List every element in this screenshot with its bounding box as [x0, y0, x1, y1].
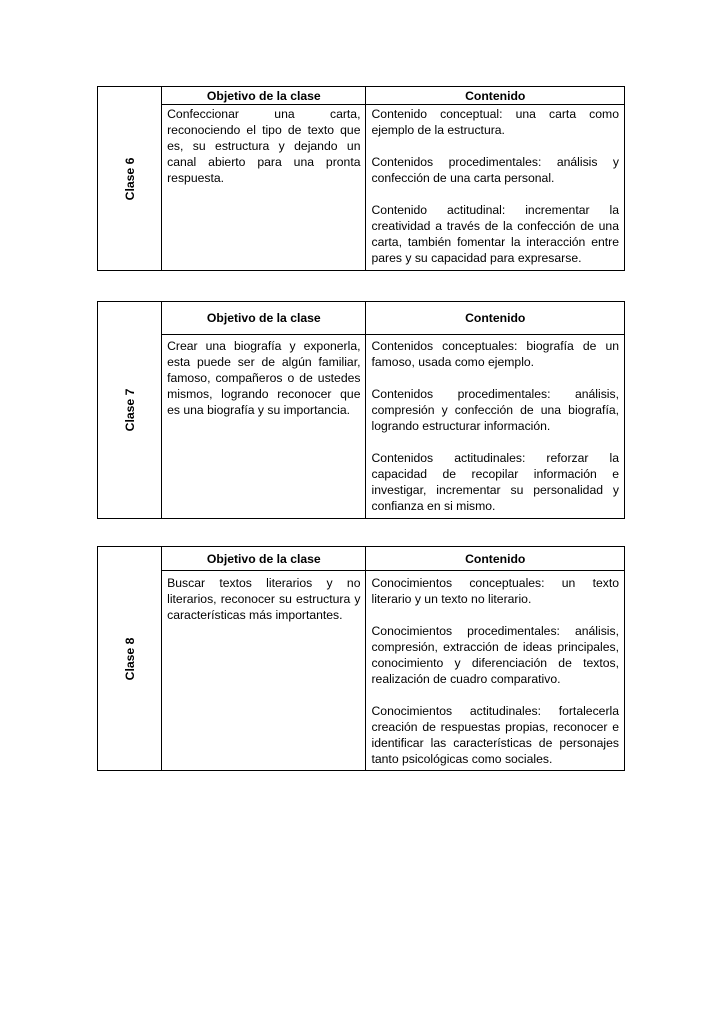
content-header: Contenido — [366, 87, 625, 105]
objective-text: Confeccionar una carta, reconociendo el tipo de texto que es, su estructura y dejando un canal abierto para una pronta respuesta. — [167, 107, 361, 185]
content-header: Contenido — [366, 547, 625, 571]
class-label-cell — [98, 302, 162, 519]
lesson-table-clase-8 — [97, 546, 625, 771]
content-procedimental: Contenidos procedimentales: análisis y confección de una carta personal. — [371, 155, 619, 185]
class-label: Clase 8 — [122, 637, 137, 680]
lesson-table-clase-7 — [97, 301, 625, 519]
content-conceptual: Conocimientos conceptuales: un texto literario y un texto no literario. — [371, 576, 619, 606]
class-label: Clase 7 — [122, 388, 137, 432]
objective-text: Crear una biografía y exponerla, esta puede ser de algún familiar, famoso, compañeros o de ustedes mismos, logrando reconocer que es una biografía y su importancia. — [167, 339, 361, 417]
content-actitudinal: Conocimientos actitudinales: fortalecerla creación de respuestas propias, reconocer e identificar las características de personajes tanto psicológicas como sociales. — [371, 704, 619, 766]
content-actitudinal: Contenidos actitudinales: reforzar la capacidad de recopilar información e investigar, incrementar su personalidad y confianza en si mismo. — [371, 451, 619, 513]
content-procedimental: Contenidos procedimentales: análisis, compresión y confección de una biografía, logrando estructurar información. — [371, 387, 619, 433]
content-conceptual: Contenido conceptual: una carta como ejemplo de la estructura. — [371, 107, 619, 137]
lesson-table-clase-6 — [97, 86, 625, 271]
content-cell — [366, 335, 625, 519]
content-procedimental: Conocimientos procedimentales: análisis, compresión, extracción de ideas principales, conocimiento y diferenciación de textos, realización de cuadro comparativo. — [371, 624, 619, 686]
objective-cell — [162, 571, 366, 771]
objective-cell — [162, 105, 366, 271]
class-label-cell — [98, 547, 162, 771]
objective-header: Objetivo de la clase — [162, 547, 366, 571]
content-header: Contenido — [366, 302, 625, 335]
objective-header: Objetivo de la clase — [162, 302, 366, 335]
content-actitudinal: Contenido actitudinal: incrementar la creatividad a través de la confección de una carta, también fomentar la interacción entre pares y su capacidad para expresarse. — [371, 203, 619, 265]
objective-header: Objetivo de la clase — [162, 87, 366, 105]
content-conceptual: Contenidos conceptuales: biografía de un famoso, usada como ejemplo. — [371, 339, 619, 369]
objective-text: Buscar textos literarios y no literarios, reconocer su estructura y características más importantes. — [167, 576, 361, 622]
content-cell — [366, 105, 625, 271]
class-label-cell — [98, 87, 162, 271]
objective-cell — [162, 335, 366, 519]
class-label: Clase 6 — [122, 157, 137, 200]
content-cell — [366, 571, 625, 771]
